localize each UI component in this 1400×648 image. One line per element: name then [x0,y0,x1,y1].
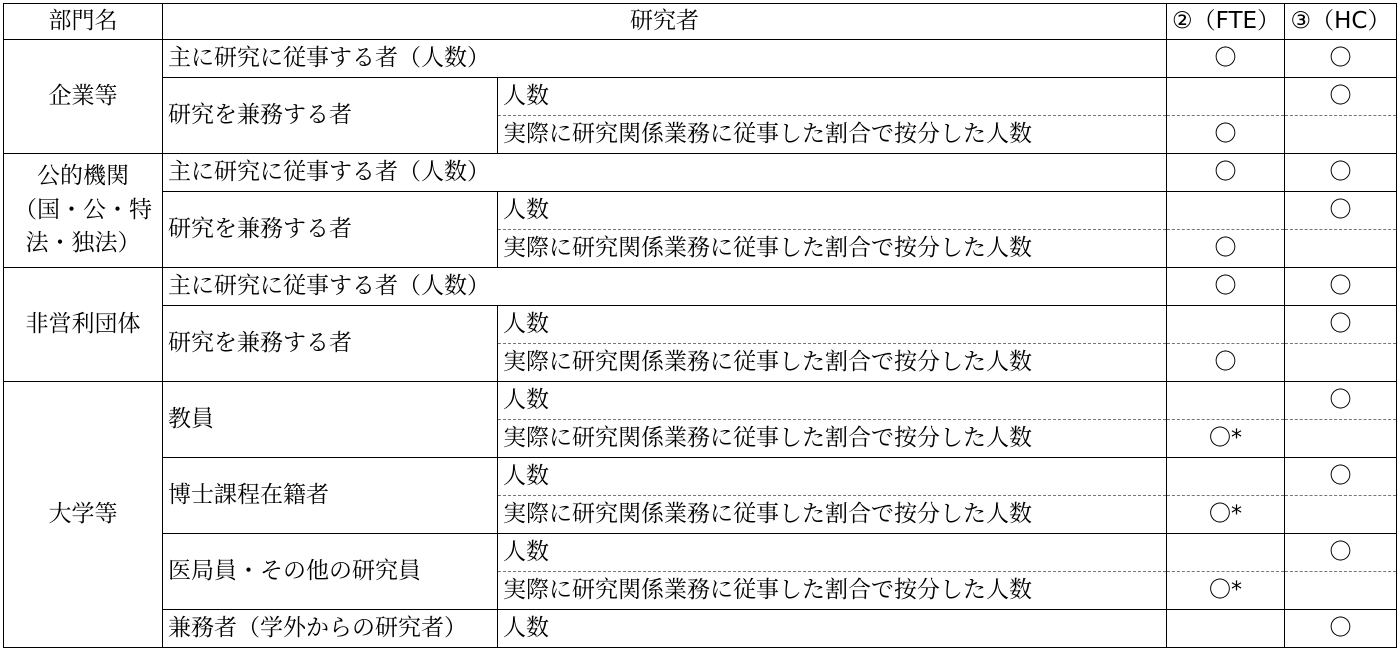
fte-mark-star: 〇* [1167,572,1285,610]
headcount-label: 人数 [498,382,1167,420]
table-row [4,268,1397,306]
dept-public-line2: （国・公・特 [14,196,152,223]
table-row [4,534,1397,572]
headcount-label: 人数 [498,534,1167,572]
fte-mark: 〇 [1167,344,1285,382]
fte-empty [1167,192,1285,230]
hc-empty [1285,420,1397,458]
hc-empty [1285,496,1397,534]
doctoral-label: 博士課程在籍者 [163,458,498,534]
fte-converted-label: 実際に研究関係業務に従事した割合で按分した人数 [498,230,1167,268]
header-hc: ③（HC） [1285,4,1397,40]
fte-converted-label: 実際に研究関係業務に従事した割合で按分した人数 [498,344,1167,382]
table-row [4,610,1397,648]
hc-mark: 〇 [1285,192,1397,230]
concurrent-external-label: 兼務者（学外からの研究者） [163,610,498,648]
hc-empty [1285,230,1397,268]
hc-empty [1285,116,1397,154]
hc-mark: 〇 [1285,154,1397,192]
header-fte: ②（FTE） [1167,4,1285,40]
dept-public-line1: 公的機関 [37,163,129,190]
header-row [4,4,1397,40]
hc-mark: 〇 [1285,534,1397,572]
hc-mark: 〇 [1285,610,1397,648]
fte-empty [1167,458,1285,496]
headcount-label: 人数 [498,192,1167,230]
dept-business: 企業等 [4,40,163,154]
main-researchers-label: 主に研究に従事する者（人数） [163,40,1167,78]
fte-converted-label: 実際に研究関係業務に従事した割合で按分した人数 [498,496,1167,534]
table-row [4,306,1397,344]
dept-public [4,154,163,268]
fte-mark-star: 〇* [1167,420,1285,458]
concurrent-label: 研究を兼務する者 [163,306,498,382]
table-row [4,458,1397,496]
main-researchers-label: 主に研究に従事する者（人数） [163,268,1167,306]
hc-empty [1285,344,1397,382]
hc-mark: 〇 [1285,382,1397,420]
concurrent-label: 研究を兼務する者 [163,78,498,154]
dept-nonprofit: 非営利団体 [4,268,163,382]
header-researcher: 研究者 [163,4,1167,40]
fte-converted-label: 実際に研究関係業務に従事した割合で按分した人数 [498,420,1167,458]
fte-mark: 〇 [1167,154,1285,192]
faculty-label: 教員 [163,382,498,458]
fte-converted-label: 実際に研究関係業務に従事した割合で按分した人数 [498,572,1167,610]
dept-public-line3: 法・独法） [25,230,141,257]
fte-mark: 〇 [1167,230,1285,268]
dept-university: 大学等 [4,382,163,648]
concurrent-label: 研究を兼務する者 [163,192,498,268]
hc-mark: 〇 [1285,306,1397,344]
fte-mark: 〇 [1167,268,1285,306]
table-row [4,192,1397,230]
fte-empty [1167,78,1285,116]
table-row [4,78,1397,116]
headcount-label: 人数 [498,610,1167,648]
headcount-label: 人数 [498,458,1167,496]
fte-empty [1167,534,1285,572]
fte-mark: 〇 [1167,116,1285,154]
header-dept: 部門名 [4,4,163,40]
fte-mark-star: 〇* [1167,496,1285,534]
table-row [4,382,1397,420]
fte-empty [1167,306,1285,344]
fte-converted-label: 実際に研究関係業務に従事した割合で按分した人数 [498,116,1167,154]
table-row [4,40,1397,78]
table-row [4,154,1397,192]
hc-mark: 〇 [1285,78,1397,116]
fte-empty [1167,382,1285,420]
main-researchers-label: 主に研究に従事する者（人数） [163,154,1167,192]
hc-empty [1285,572,1397,610]
hc-mark: 〇 [1285,40,1397,78]
researcher-classification-table [3,3,1397,648]
headcount-label: 人数 [498,306,1167,344]
hc-mark: 〇 [1285,268,1397,306]
fte-empty [1167,610,1285,648]
medical-label: 医局員・その他の研究員 [163,534,498,610]
hc-mark: 〇 [1285,458,1397,496]
headcount-label: 人数 [498,78,1167,116]
fte-mark: 〇 [1167,40,1285,78]
